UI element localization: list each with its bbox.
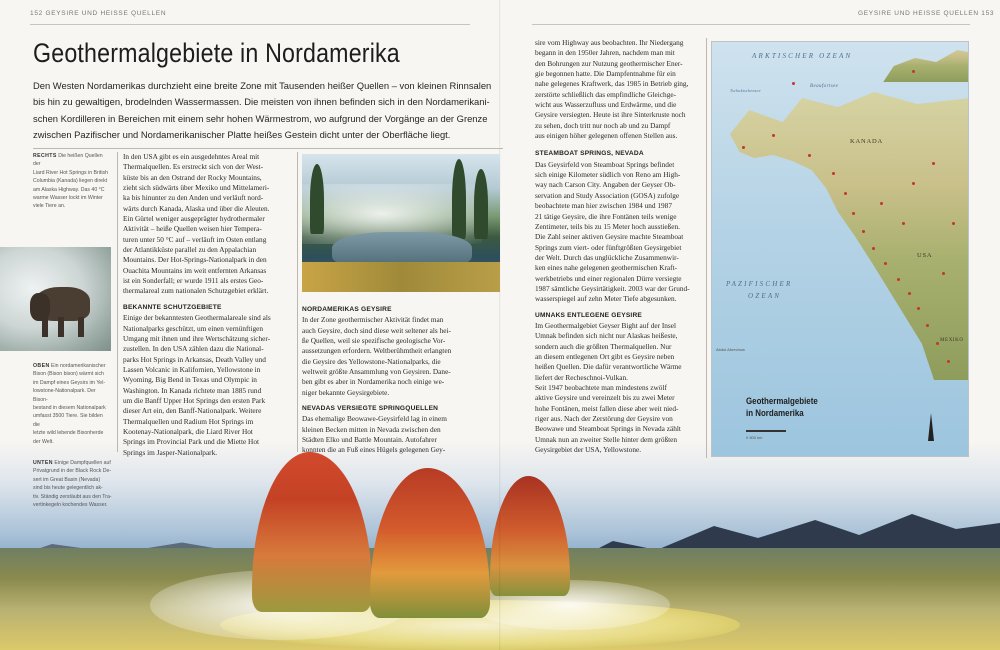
bison-photo bbox=[0, 247, 111, 351]
map-scale-bar bbox=[746, 430, 786, 432]
caption-unten: UNTEN Einige Dampfquellen auf Privatgrund in der Black Rock De- sert im Great Basin (Nevada) sind bis heute gelegentlich ak- tiv. Ständig zerstäubt aus den Tra- vertinkegeln kochendes Wasser. bbox=[33, 460, 112, 509]
map-credit: Abdul Abrechow bbox=[716, 347, 745, 352]
caption-rechts: RECHTS Die heißen Quellen der Liard River Hot Springs in British Columbia (Kanada) liegen direkt am Alaska Highway. Das 40 °C warme Wasser lockt im Winter viele Tiere an. bbox=[33, 153, 108, 210]
map-label-arctic: ARKTISCHER OZEAN bbox=[752, 52, 853, 60]
map-label-kanada: KANADA bbox=[850, 138, 883, 145]
left-folio: 152 GEYSIRE UND HEISSE QUELLEN bbox=[30, 10, 167, 17]
map-label-usa: USA bbox=[917, 252, 933, 259]
map-label-pacific-1: PAZIFISCHER bbox=[726, 280, 793, 288]
intro-text: Den Westen Nordamerikas durchzieht eine breite Zone mit Tausenden heißer Quellen – von kleinen Rinnsalen bis hin zu gewaltigen, brodelnden Wassermassen. Die meisten von ihnen befinden sich in den Nordamerikani- schen Kordilleren in Bereichen mit einem sehr hohen Wärmestrom, wo aufgrund der Vorgänge an der Grenze zwischen Pazifischer und Nordamerikanischer Platte heißes Gestein dicht unter der Oberfläche liegt. bbox=[33, 80, 492, 141]
heading-nevadas-springquellen: NEVADAS VERSIEGTE SPRINGQUELLEN bbox=[302, 405, 439, 413]
map-landmass bbox=[730, 80, 969, 380]
map-label-tschuktschen: Tschuktschensee bbox=[730, 88, 761, 93]
heading-bekannte-schutzgebiete: BEKANNTE SCHUTZGEBIETE bbox=[123, 303, 222, 311]
heading-steamboat-springs: STEAMBOAT SPRINGS, NEVADA bbox=[535, 150, 644, 158]
map-label-mexiko: MEXIKO bbox=[940, 338, 964, 343]
map-scale-label: 0 500 km bbox=[746, 435, 763, 440]
text-column-1: In den USA gibt es ein ausgedehntes Areal mit Thermalquellen. Es erstreckt sich von der West- küste bis an den Ostrand der Rocky Mountains, zieht sich südwärts über Mexiko und Mittelameri- ka bis hinunter zu den Anden und verläuft nord- wärts durch Kanada, Alaska und über die Aleuten. Ein Gürtel weniger ausgeprägter hydrothermaler Aktivität – heiße Quellen weisen hier Tempera- turen unter 50 °C auf – verläuft im Osten entlang der Atlantikküste parallel zu den Appalachian Mountains. Der Hot-Springs-Nationalpark in den Ouachita Mountains im weit entfernten Arkansas ist ein Sonderfall; er wurde 1911 als erstes Geo- thermalareal zum nationalen Schutzgebiet erklärt. BEKANNTE SCHUTZGEBIETE Einige der bekanntesten Geothermalareale sind als Nationalparks geschützt, um einen vernünftigen Umgang mit ihnen und ihre Wertschätzung sicher- zustellen. In den USA zählen dazu die National- parks Hot Springs in Arkansas, Death Valley und Lassen Volcanic in Kalifornien, Yellowstone in Wyoming, Big Bend in Texas und Olympic in Washington. In Kanada richtete man 1885 rund um die Banff Upper Hot Springs den ersten Park dieser Art ein, den Banff-Nationalpark. Weitere Thermalquellen und Radium Hot Springs im Kootenay-Nationalpark, die Liard River Hot Springs im Provincial Park und die Miette Hot Springs im Jasper-Nationalpark. bbox=[123, 152, 296, 458]
map-label-pacific-2: OZEAN bbox=[748, 292, 782, 300]
text-column-2: NORDAMERIKAS GEYSIRE In der Zone geothermischer Aktivität findet man auch Geysire, doch sind diese weit seltener als hei- ße Quellen, weil sie spezifische geologische Vor- aussetzungen erfordern. Weltberühmtheit erlangten die Geysire des Yellowstone-Nationalparks, die weltweit größte Ansammlung von Geysiren. Danе- ben gibt es aber in Nordamerika noch einige we- niger bekannte Geysirgebiete. NEVADAS VERSIEGTE SPRINGQUELLEN Das ehemalige Beowawe-Geysirfeld lag in einem kleinen Becken mitten in Nevada zwischen den Städten Elko und Battle Mountain. Autofahrer konnten die an Fuß eines Hügels gelegenen Gey- bbox=[302, 303, 498, 456]
map-label-beaufort: Beaufortsee bbox=[810, 84, 839, 89]
text-column-3: sire vom Highway aus beobachten. Ihr Niedergang begann in den 1950er Jahren, nachdem man mit den Bohrungen zur Nutzung geothermischer Ener- gie begonnen hatte. Die Dampfentnahme für ein nahe gelegenes Kraftwerk, das 1985 in Betrieb ging, zerstörte schließlich das empfindliche Gleichge- wicht aus Wasserzufluss und Erdwärme, und die Geysire versiegten. Heute ist ihre Sinterkruste noch zu sehen, doch tritt nur noch ab und zu Dampf aus einigen höher gelegenen offenen Stellen aus. STEAMBOAT SPRINGS, NEVADA Das Geysirfeld von Steamboat Springs befindet sich einige Kilometer südlich von Reno am High- way nach Carson City. Angaben der Geyser Ob- servation and Study Association (GOSA) zufolge beobachtete man hier zwischen 1984 und 1987 21 tätige Geysire, die ihre Fontänen teils wenige Zentimeter, teils bis zu 15 Meter hoch ausstießen. Die Zahl seiner aktiven Geysire machte Steamboat Springs zum viert- oder fünftgrößten Geysirgebiet der Welt. Durch das unglückliche Zusammenwir- ken eines nahe gelegenen geothermischen Kraft- werkbetriebs und einer regionalen Dürre versiegte 1987 sämtliche Geysirtätigkeit. 2003 war der Grund- wasserspiegel auf zehn Meter Tiefe abgesunken. UMNAKS ENTLEGENE GEYSIRE Im Geothermalgebiet Geyser Bight auf der Insel Umnak befinden sich nicht nur Alaskas heißeste, sondern auch die größten Thermalquellen. Nur an diesem entlegenen Ort gibt es Geysire neben heißen Quellen. Die dafür verantwortliche Wärme liefert der Recheschnoi-Vulkan. Seit 1947 beobachtete man mindestens zwölf aktive Geysire und vereinzelt bis zu zwei Meter hohe Fontänen, meist fallen diese aber weit nied- riger aus. Nach der Zerstörung der Geysire von Beowawe und Steamboat Springs in Nevada zählt Umnak nun an zweiter Stelle hinter dem größten Geysirgebiet der USA, Yellowstone. bbox=[535, 38, 705, 455]
heading-nordamerikas-geysire: NORDAMERIKAS GEYSIRE bbox=[302, 306, 392, 313]
heading-umnaks-geysire: UMNAKS ENTLEGENE GEYSIRE bbox=[535, 311, 643, 319]
map-title: Geothermalgebiete in Nordamerika bbox=[746, 396, 818, 418]
right-folio: GEYSIRE UND HEISSE QUELLEN 153 bbox=[858, 10, 995, 17]
caption-oben: OBEN Ein nordamerikanischer Bison (Bison bison) wärmt sich im Dampf eines Geysirs im Yel- lowstone-Nationalpark. Der Bison- bestand in diesem Nationalpark umfasst 3500 Tiere. Sie bilden die letzte wild lebende Bisonherde der Welt. bbox=[33, 363, 106, 445]
liard-hot-springs-photo bbox=[302, 154, 500, 292]
page-title: Geothermalgebiete in Nordamerika bbox=[33, 38, 400, 68]
north-arrow-icon bbox=[928, 413, 934, 441]
